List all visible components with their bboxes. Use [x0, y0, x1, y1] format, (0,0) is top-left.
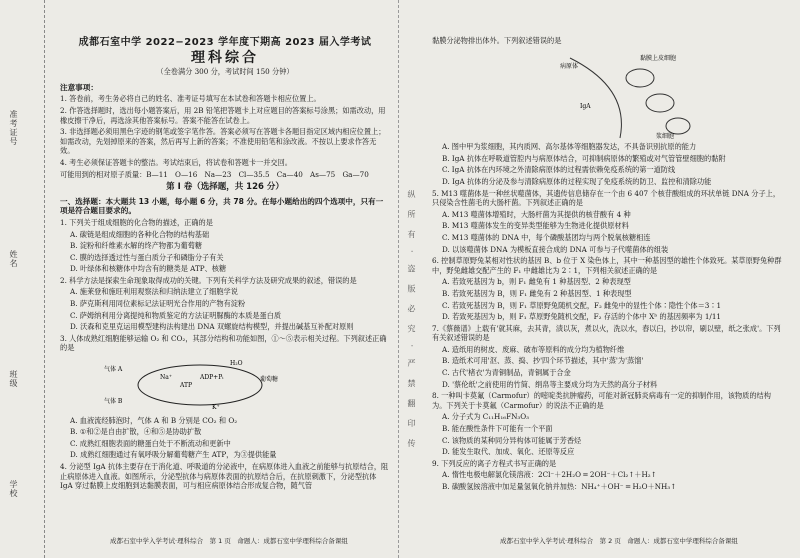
glucose-label: 葡萄糖 — [260, 376, 279, 384]
epithelium-label: 黏膜上皮细胞 — [640, 54, 677, 62]
q6-option: C. 若致死基因为 B，则 F₁ 草原野兔随机交配，F₂ 雌兔中的显性个体∶隐性个体＝3∶1 — [442, 300, 722, 310]
notes-heading: 注意事项： — [60, 82, 98, 92]
q4-option: D. IgA 抗体的分泌及参与清除病原体的过程实现了免疫系统的防卫、监控和清除功能 — [442, 176, 712, 186]
q1-option: D. 叶绿体和核糖体中均含有的糖类是 ATP、核糖 — [70, 264, 227, 274]
exam-title: 成都石室中学 2022−2023 学年度下期高 2023 届入学考试 — [78, 37, 372, 48]
gas-b-label: 气体 B — [104, 398, 123, 406]
q6-option: B. 若致死基因为 B，则 F₁ 雌兔有 2 种基因型、1 种表现型 — [442, 288, 632, 298]
q8-option: B. 能在酸性条件下可能有一个平面 — [442, 424, 553, 434]
footer-left — [110, 536, 348, 545]
name-label: 姓名 — [9, 250, 18, 268]
q1-stem: 1. 下列关于组成细胞的化合物的描述，正确的是 — [60, 217, 213, 227]
q6-stem: 6. 控制草原野兔某相对性状的基因 B、b 位于 X 染色体上，其中一种基因型的雄性个体致死。某草原野兔种群中，野兔雌雄交配产生的 F₁ 中雌雄比为 2∶1，下列相关叙述正确的是 — [432, 256, 782, 275]
q5-stem: 5. M13 噬菌体是一种丝状噬菌体，其遗传信息储存在一个由 6 407 个核苷酸组成的环状单链 DNA 分子上，只侵染含性菌毛的大肠杆菌。下列叙述正确的是 — [432, 188, 781, 208]
q5-option: D. 以该噬菌体 DNA 为模板直接合成的 DNA 可参与子代噬菌体的组装 — [442, 244, 669, 254]
atomic-mass-line: 可能用到的相对原子质量：B—11 O—16 Na—23 Cl—35.5 Ca—40 As—75 Ga—70 — [60, 169, 369, 179]
q1-option: B. 淀粉和纤维素水解的终产物都为葡萄糖 — [70, 241, 203, 251]
q7-option: C. 古代'楮衣'为青铜制品，青铜属于合金 — [442, 368, 571, 378]
q8-option: C. 该物质的某种同分异构体可能属于芳香烃 — [442, 435, 582, 445]
q5-option: B. M13 噬菌体发生的变异类型能够为生物进化提供原材料 — [442, 221, 629, 231]
binding-margin — [0, 0, 45, 558]
q7-option: A. 造纸用的树皮、废麻、破布等原料的成分均为植物纤维 — [442, 344, 625, 354]
footer-left-page: 成都石室中学入学考试·理科综合 第 1 页 — [110, 537, 231, 545]
q3-option: A. 血液流经肺泡时，气体 A 和 B 分别是 CO₂ 和 O₂ — [70, 415, 238, 425]
section-heading: 一、选择题：本大题共 13 小题，每小题 6 分，共 78 分。在每小题给出的四个选项中，只有一项是符合题目要求的。 — [60, 196, 384, 216]
q2-option: A. 施莱登和施旺利用观察法和归纳法建立了细胞学说 — [70, 287, 238, 297]
q3-option: C. 成熟红细胞表面的糖蛋白处于不断流动和更新中 — [70, 438, 231, 448]
pathogen-label: 病原体 — [560, 62, 579, 70]
q9-option: A. 惰性电极电解氯化镁溶液：2Cl⁻＋2H₂O ═ 2OH⁻＋Cl₂↑＋H₂↑ — [442, 470, 657, 480]
note-item: 4. 考生必须保证答题卡的整洁。考试结束后，将试卷和答题卡一并交回。 — [60, 157, 292, 167]
q8-option: A. 分子式为 C₁₁H₁₆FN₃O₃ — [442, 412, 530, 422]
q4-option: A. 图中甲为浆细胞，其内质网、高尔基体等细胞器发达，不具备识别抗原的能力 — [442, 142, 697, 152]
q3-option: D. 成熟红细胞通过有氧呼吸分解葡萄糖产生 ATP，为③提供能量 — [70, 450, 277, 460]
q5-option: A. M13 噬菌体增殖时，大肠杆菌为其提供的核苷酸有 4 种 — [442, 209, 631, 219]
footer-left-author: 命题人：成都石室中学理科综合备课组 — [237, 537, 348, 545]
right-column — [432, 0, 782, 558]
note-item: 3. 非选择题必须用黑色字迹的钢笔或签字笔作答。答案必须写在答题卡各题目指定区域内相应位置上；如需改动，先划掉原来的答案，然后再写上新的答案；不准使用铅笔和涂改液。不按以上要求作答无效。 — [60, 127, 386, 156]
footer-right — [500, 536, 738, 545]
center-watermark: 纵 所 有 · 盗 版 必 究 · 严 禁 翻 印 传 — [407, 190, 416, 450]
score-note: （全卷满分 300 分，考试时间 150 分钟） — [156, 67, 294, 77]
q2-option: D. 沃森和克里克运用模型建构法构建出 DNA 双螺旋结构模型，并提出碱基互补配对原则 — [70, 322, 354, 332]
plasma-cell-shape — [666, 118, 690, 134]
adp-label: ADP+Pᵢ — [200, 374, 224, 382]
epithelial-cell-shape — [646, 94, 674, 112]
footer-right-page: 成都石室中学入学考试·理科综合 第 2 页 — [500, 537, 621, 545]
plasma-cell-label: 浆细胞 — [656, 132, 675, 140]
q7-stem: 7.《蔡薇谱》上载有'就其麻，去其青，渍以灰，煮以火，洗以水，舂以臼，抄以帘，刷以壁，纸之张成'。下列有关叙述错误的是 — [432, 323, 781, 343]
na-label: Na⁺ — [160, 374, 172, 382]
q1-option: A. 碳链是组成细胞的各种化合物的结构基础 — [70, 229, 210, 239]
q2-option: B. 萨克斯利用同位素标记法证明光合作用的产物有淀粉 — [70, 299, 246, 309]
q9-option: B. 碳酸氢铵溶液中加足量氢氧化钠并加热：NH₄⁺＋OH⁻ ═ H₂O＋NH₃↑ — [442, 482, 677, 491]
epithelial-cell-shape — [626, 69, 654, 87]
q2-stem: 2. 科学方法是探索生命现象取得成功的关键。下列有关科学方法及研究成果的叙述，错误的是 — [60, 275, 357, 285]
left-column — [60, 0, 390, 558]
q6-option: A. 若致死基因为 b，则 F₁ 雌兔有 1 种基因型、2 种表现型 — [442, 277, 631, 287]
q9-stem: 9. 下列反应的离子方程式书写正确的是 — [432, 458, 557, 468]
cell-membrane-shape — [138, 365, 262, 405]
q4-option: C. IgA 抗体在内环境之外清除病原体的过程需依赖免疫系统的第一道防线 — [442, 165, 676, 175]
mucosa-outline — [570, 58, 621, 138]
subject-title: 理科综合 — [191, 49, 259, 66]
q3-stem: 3. 人体成熟红细胞能够运输 O₂ 和 CO₂，其部分结构和功能如图，①～⑤表示相关过程。下列叙述正确的是 — [60, 333, 387, 353]
q3-option: B. ①和②是自由扩散，④和⑤是协助扩散 — [70, 427, 202, 437]
q1-option: C. 膜的选择透过性与蛋白质分子和磷脂分子有关 — [70, 252, 224, 262]
note-item: 2. 作答选择题时，选出每小题答案后，用 2B 铅笔把答题卡上对应题目的答案标号涂黑；如需改动，用橡皮擦干净后，再选涂其他答案标号。答案不能答在试卷上。 — [60, 105, 386, 125]
q4-stem: 4. 分泌型 IgA 抗体主要存在于消化道、呼吸道的分泌液中，在病原体进入血液之前能够与抗原结合，阻止病原体进入血液。如图所示，分泌型抗体与病原体表面的抗原结合后，在抗原刺激下，分泌型抗体 IgA 穿过黏膜上皮细胞到达黏膜表面，可与相应病原体结合形成复合物，随气管 — [60, 462, 389, 491]
q7-option: B. 造纸术可用'沤、蒸、捣、抄'四个环节描述，其中'蒸'为'蒸馏' — [442, 356, 644, 366]
q4-continuation: 黏膜分泌物排出体外。下列叙述错误的是 — [432, 36, 562, 45]
k-label: K⁺ — [212, 404, 220, 412]
water-label: H₂O — [230, 360, 243, 368]
note-item: 1. 答卷前，考生务必将自己的姓名、准考证号填写在本试卷和答题卡相应位置上。 — [60, 94, 321, 104]
q6-option: D. 若致死基因为 b，则 F₁ 草原野兔随机交配，F₂ 存活的个体中 Xᵇ 的基因频率为 1/11 — [442, 312, 721, 322]
q8-option: D. 能发生取代、加成、氧化、还原等反应 — [442, 447, 575, 457]
atp-label: ATP — [180, 382, 193, 390]
class-label: 班级 — [9, 370, 18, 388]
q8-stem-a: 8. 一种叫卡莫氟（Carmofur）的嘧啶类抗肿瘤药，可能对新冠肺炎病毒有一定的抑制作用，该物质的结构为 — [432, 391, 771, 410]
q2-option: C. 萨姆纳利用分离提纯和物质鉴定的方法证明脲酶的本质是蛋白质 — [70, 310, 282, 320]
part1-title: 第 Ⅰ 卷（选择题，共 126 分） — [166, 182, 284, 193]
footer-right-author: 命题人：成都石室中学理科综合备课组 — [627, 537, 738, 545]
school-label: 学校 — [9, 480, 18, 498]
q4-option: B. IgA 抗体在呼吸道管腔内与病原体结合，可抑制病原体的繁殖或对气管管壁细胞的黏附 — [442, 153, 726, 163]
q8-stem — [432, 391, 782, 410]
q8-stem-b: 。下列关于卡莫氟（Carmofur）的说法不正确的是 — [439, 400, 604, 410]
iga-diagram — [560, 48, 700, 140]
gas-a-label: 气体 A — [104, 366, 123, 374]
iga-label: IgA — [580, 102, 591, 110]
exam-number-label: 准考证号 — [9, 110, 18, 146]
red-cell-diagram — [100, 357, 300, 411]
q7-option: D. '蔡伦纸'之前使用的竹简、绢帛等主要成分均为天然的高分子材料 — [442, 379, 658, 389]
q5-option: C. M13 噬菌体的 DNA 中，每个磷酸基团均与两个脱氧核糖相连 — [442, 232, 651, 242]
